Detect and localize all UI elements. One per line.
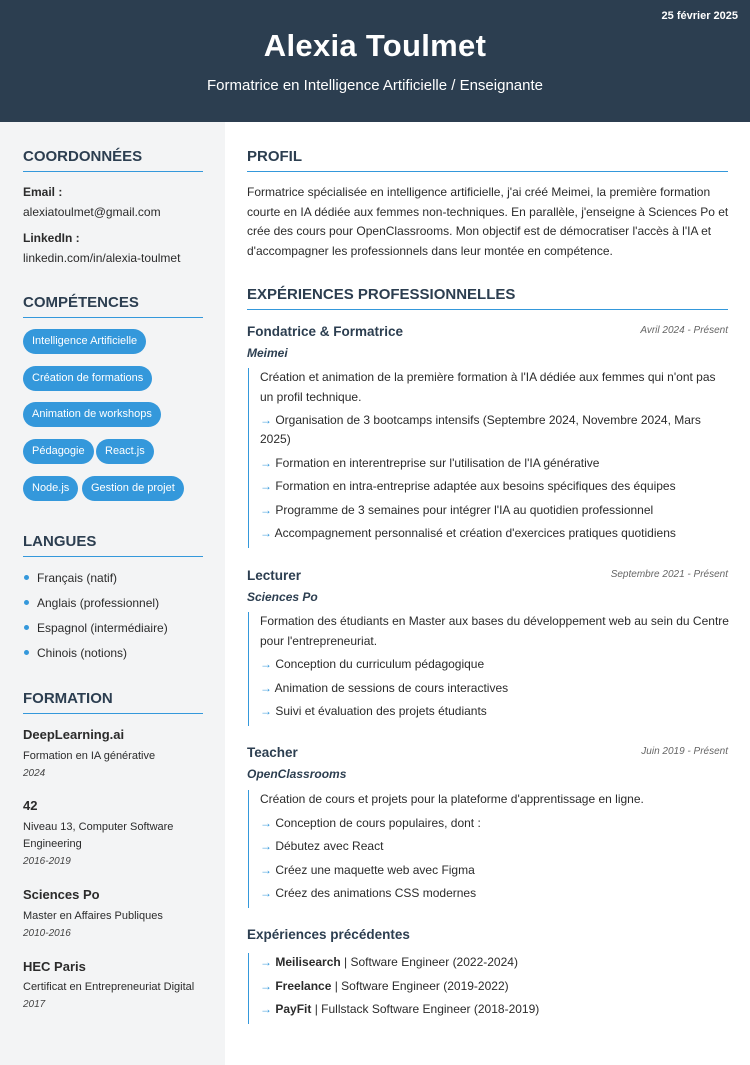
skill-chip: Pédagogie: [23, 439, 94, 464]
skill-chip: Animation de workshops: [23, 402, 161, 427]
arrow-right-icon: →: [260, 455, 272, 470]
language-item: Espagnol (intermédiaire): [23, 621, 168, 635]
list-item: → Conception de cours populaires, dont :: [260, 815, 481, 830]
arrow-right-icon: →: [260, 657, 272, 671]
education-years: 2010-2016: [23, 928, 71, 939]
skill-chip: Node.js: [23, 476, 78, 501]
job-details: [248, 612, 730, 726]
bullet-icon: [24, 600, 29, 605]
job-company: OpenClassrooms: [247, 767, 347, 781]
job-description: Création de cours et projets pour la plateforme d'apprentissage en ligne.: [260, 792, 644, 806]
arrow-right-icon: →: [260, 526, 272, 540]
skill-chip: Intelligence Artificielle: [23, 329, 146, 354]
list-item: → PayFit | Fullstack Software Engineer (2018-2019): [260, 1002, 540, 1016]
education-school: Sciences Po: [23, 887, 100, 902]
arrow-right-icon: →: [260, 955, 272, 969]
education-degree: Formation en IA générative: [23, 750, 156, 762]
experience-section-title: EXPÉRIENCES PROFESSIONNELLES: [247, 286, 728, 310]
list-item: → Organisation de 3 bootcamps intensifs (Septembre 2024, Novembre 2024, Mars 2025): [260, 413, 701, 446]
arrow-right-icon: →: [260, 978, 272, 993]
language-item: Français (natif): [23, 571, 117, 585]
list-item: → Formation en interentreprise sur l'utilisation de l'IA générative: [260, 455, 600, 470]
arrow-right-icon: →: [260, 862, 272, 877]
candidate-name: Alexia Toulmet: [263, 28, 487, 63]
skill-chip: Création de formations: [23, 366, 152, 391]
linkedin-label: LinkedIn :: [23, 231, 80, 245]
languages-section-title: LANGUES: [23, 533, 203, 557]
job-details: [248, 368, 730, 548]
job-description: Création et animation de la première formation à l'IA dédiée aux femmes qui n'ont pas un profil technique.: [260, 370, 716, 404]
skill-chip: Gestion de projet: [82, 476, 184, 501]
previous-experience-list: [248, 953, 730, 1024]
language-item: Anglais (professionnel): [23, 596, 159, 610]
arrow-right-icon: →: [260, 413, 272, 427]
education-school: HEC Paris: [23, 959, 86, 974]
list-item: → Meilisearch | Software Engineer (2022-2024): [260, 955, 518, 969]
list-item: → Freelance | Software Engineer (2019-2022): [260, 978, 509, 993]
job-company: Meimei: [247, 346, 288, 360]
job-details: [248, 790, 730, 908]
linkedin-value[interactable]: linkedin.com/in/alexia-toulmet: [23, 251, 181, 265]
document-date: 25 février 2025: [661, 10, 738, 22]
education-school: DeepLearning.ai: [23, 727, 125, 742]
list-item: → Formation en intra-entreprise adaptée aux besoins spécifiques des équipes: [260, 479, 676, 493]
education-years: 2024: [23, 768, 46, 779]
email-label: Email :: [23, 185, 63, 199]
job-company: Sciences Po: [247, 590, 318, 604]
education-years: 2017: [23, 999, 46, 1010]
skills-section-title: COMPÉTENCES: [23, 294, 203, 318]
list-item: → Animation de sessions de cours interactives: [260, 680, 509, 695]
list-item: → Conception du curriculum pédagogique: [260, 657, 485, 671]
contact-section-title: COORDONNÉES: [23, 148, 203, 172]
bullet-icon: [24, 575, 29, 580]
job-title: Lecturer: [247, 568, 302, 583]
bullet-icon: [24, 625, 29, 630]
arrow-right-icon: →: [260, 886, 272, 900]
list-item: → Créez une maquette web avec Figma: [260, 862, 475, 877]
arrow-right-icon: →: [260, 1002, 272, 1016]
education-years: 2016-2019: [23, 856, 71, 867]
list-item: → Créez des animations CSS modernes: [260, 886, 477, 900]
education-school: 42: [23, 798, 38, 813]
education-section-title: FORMATION: [23, 690, 203, 714]
list-item: → Programme de 3 semaines pour intégrer l'IA au quotidien professionnel: [260, 502, 654, 517]
job-date: Avril 2024 - Présent: [640, 325, 728, 336]
profile-text: Formatrice spécialisée en intelligence artificielle, j'ai créé Meimei, la première formation courte en IA dédiée aux femmes non-techniques. En parallèle, j'enseigne à Sciences Po et crée des cours pour OpenClassrooms. Mon objectif est de démocratiser l'accès à l'IA et d'accompagner les professionnels dans leur montée en compétence.: [247, 185, 729, 258]
main-content: [225, 122, 750, 1065]
previous-experience-title: Expériences précédentes: [247, 927, 410, 942]
header: [0, 0, 750, 122]
job-date: Septembre 2021 - Présent: [610, 569, 728, 580]
candidate-role: Formatrice en Intelligence Artificielle / Enseignante: [206, 77, 543, 94]
arrow-right-icon: →: [260, 479, 272, 493]
list-item: → Débutez avec React: [260, 839, 384, 853]
language-item: Chinois (notions): [23, 646, 127, 660]
profile-section-title: PROFIL: [247, 148, 728, 172]
job-date: Juin 2019 - Présent: [641, 746, 728, 757]
sidebar: [0, 122, 225, 1065]
arrow-right-icon: →: [260, 502, 272, 517]
education-degree: Niveau 13, Computer Software Engineering: [23, 821, 174, 850]
arrow-right-icon: →: [260, 680, 272, 695]
skill-chip: React.js: [96, 439, 154, 464]
job-title: Teacher: [247, 745, 298, 760]
bullet-icon: [24, 650, 29, 655]
email-value[interactable]: alexiatoulmet@gmail.com: [23, 205, 161, 219]
job-title: Fondatrice & Formatrice: [247, 324, 404, 339]
job-description: Formation des étudiants en Master aux bases du développement web au sein du Centre pour l'entrepreneuriat.: [260, 614, 729, 648]
arrow-right-icon: →: [260, 839, 272, 853]
education-degree: Certificat en Entrepreneuriat Digital: [23, 981, 195, 993]
list-item: → Accompagnement personnalisé et création d'exercices pratiques quotidiens: [260, 526, 676, 540]
arrow-right-icon: →: [260, 815, 272, 830]
education-degree: Master en Affaires Publiques: [23, 910, 163, 922]
arrow-right-icon: →: [260, 704, 272, 718]
list-item: → Suivi et évaluation des projets étudiants: [260, 704, 487, 718]
